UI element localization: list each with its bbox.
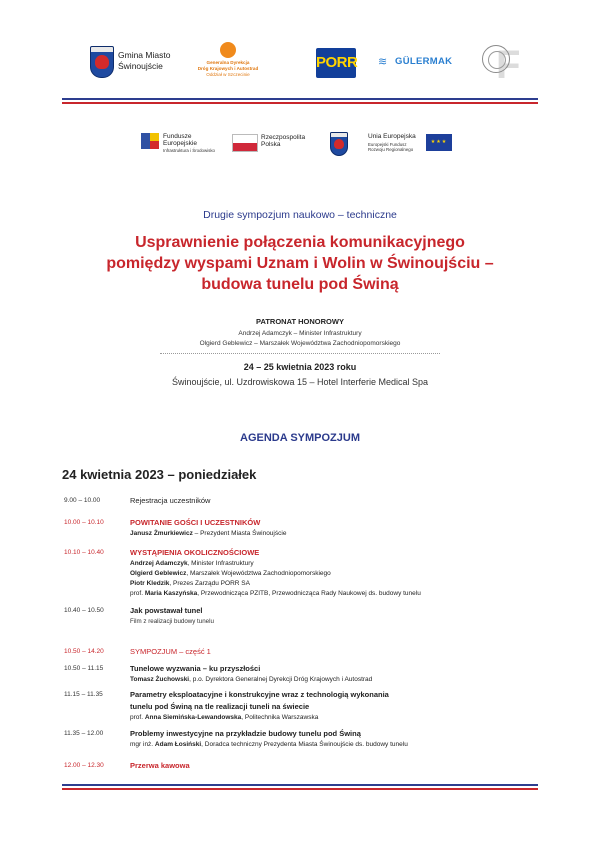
speaker-title: prof. [130, 590, 145, 597]
agenda-title: Problemy inwestycyjne na przykładzie budowy tunelu pod Świną [130, 729, 361, 738]
event-dates: 24 – 25 kwietnia 2023 roku [243, 362, 357, 372]
agenda-speaker [130, 570, 331, 577]
event-title [80, 232, 520, 295]
patronage-heading: PATRONAT HONOROWY [256, 317, 344, 326]
gmina-name-line2: Świnoujście [118, 61, 163, 71]
speaker-name: Anna Siemińska-Lewandowska [144, 714, 242, 721]
speaker-name: Piotr Kledzik [130, 580, 170, 587]
day-heading: 24 kwietnia 2023 – poniedziałek [62, 467, 257, 482]
porr-logo: PORR [316, 48, 356, 78]
swinoujscie-coat-logo [330, 132, 348, 156]
event-venue: Świnoujście, ul. Uzdrowiskowa 15 – Hotel Interferie Medical Spa [171, 377, 429, 387]
gmina-name-line1: Gmina Miasto [118, 50, 171, 60]
agenda-time: 11.35 – 12.00 [64, 730, 104, 737]
gulermak-icon: ≋ [378, 56, 388, 68]
agenda-title: Przerwa kawowa [130, 761, 190, 770]
header-rule-red [62, 102, 538, 104]
speaker-name: Janusz Żmurkiewicz [130, 530, 193, 537]
eu-line2: Europejski Fundusz [368, 142, 407, 147]
fe-flag-icon [141, 133, 159, 149]
patronage-line1: Andrzej Adamczyk – Minister Infrastruktury [238, 330, 362, 337]
agenda-speaker [130, 580, 250, 587]
speaker-name: Olgierd Geblewicz [130, 570, 187, 577]
agenda-speaker [130, 676, 372, 683]
speaker-title: mgr inż. [130, 741, 155, 748]
round-emblem-icon [482, 45, 510, 73]
agenda-title: POWITANIE GOŚCI I UCZESTNIKÓW [130, 518, 261, 527]
agenda-time: 9.00 – 10.00 [64, 497, 101, 504]
speaker-role: , Politechnika Warszawska [241, 714, 319, 721]
event-title-line1: Usprawnienie połączenia komunikacyjnego [135, 234, 465, 251]
agenda-title: Parametry eksploatacyjne i konstrukcyjne wraz z technologią wykonania [130, 690, 389, 699]
gddkia-line1: Generalna Dyrekcja [206, 60, 250, 65]
speaker-role: , Doradca techniczny Prezydenta Miasta Świnoujście ds. budowy tunelu [201, 741, 408, 748]
eu-logo [368, 133, 458, 155]
event-title-line2: pomiędzy wyspami Uznam i Wolin w Świnoujściu – [106, 255, 494, 272]
pl-flag-icon [232, 134, 258, 152]
speaker-role: , Minister Infrastruktury [187, 560, 254, 567]
agenda-time: 11.15 – 11.35 [64, 691, 103, 698]
agenda-title: SYMPOZJUM – część 1 [130, 647, 211, 656]
agenda-note: Film z realizacji budowy tunelu [130, 618, 214, 625]
eu-line3: Rozwoju Regionalnego [368, 147, 414, 152]
agenda-title: Tunelowe wyzwania – ku przyszłości [130, 664, 261, 673]
agenda-speaker [130, 590, 421, 597]
rp-line2: Polska [261, 141, 281, 148]
fe-line3: Infrastruktura i Środowisko [163, 148, 215, 153]
fe-line2: Europejskie [163, 140, 197, 147]
agenda-speaker [130, 741, 408, 748]
agenda-title: Rejestracja uczestników [130, 496, 211, 505]
fe-line1: Fundusze [163, 133, 192, 140]
agenda-time: 10.00 – 10.10 [64, 519, 104, 526]
patronage-line2: Olgierd Geblewicz – Marszałek Województwa Zachodniopomorskiego [199, 340, 401, 347]
f-letter-icon: F [496, 43, 521, 87]
agenda-time: 10.10 – 10.40 [64, 549, 104, 556]
speaker-role: , p.o. Dyrektora Generalnej Dyrekcji Dróg Krajowych i Autostrad [189, 676, 373, 683]
event-subtitle: Drugie sympozjum naukowo – techniczne [203, 209, 397, 221]
footer-rule-blue [62, 784, 538, 786]
divider [160, 353, 440, 354]
agenda-title: Jak powstawał tunel [130, 606, 203, 615]
rp-line1: Rzeczpospolita [261, 134, 306, 141]
eu-flag-icon: ★★★ [426, 134, 452, 151]
speaker-title: prof. [130, 714, 145, 721]
agenda-speaker [130, 714, 318, 721]
eu-line1: Unia Europejska [368, 133, 416, 140]
gddkia-line3: Oddział w Szczecinie [206, 71, 250, 77]
event-title-line3: budowa tunelu pod Świną [201, 276, 399, 293]
speaker-role: – Prezydent Miasta Świnoujście [192, 530, 287, 537]
speaker-name: Tomasz Żuchowski [130, 676, 190, 683]
agenda-title: WYSTĄPIENIA OKOLICZNOŚCIOWE [130, 548, 260, 557]
speaker-name: Andrzej Adamczyk [130, 560, 188, 567]
agenda-time: 10.50 – 14.20 [64, 648, 104, 655]
rp-logo [232, 134, 312, 156]
agenda-speaker [130, 530, 286, 537]
agenda-heading: AGENDA SYMPOZJUM [240, 432, 360, 444]
coat-of-arms-icon [90, 46, 114, 78]
gulermak-name: GÜLERMAK [395, 56, 453, 67]
gddkia-line2: Dróg Krajowych i Autostrad [197, 65, 259, 71]
gulermak-logo [378, 54, 468, 72]
header-rule-blue [62, 98, 538, 100]
gmina-logo [90, 46, 171, 78]
speaker-role: , Prezes Zarządu PORR SA [169, 580, 250, 587]
speaker-name: Maria Kaszyńska [144, 590, 198, 597]
gddkia-icon [220, 42, 236, 58]
agenda-title-cont: tunelu pod Świną na tle realizacji tuneli na świecie [130, 702, 310, 711]
fe-logo [141, 133, 221, 155]
footer-rule-red [62, 788, 538, 790]
round-emblem-logo [482, 45, 522, 85]
agenda-speaker [130, 560, 254, 567]
agenda-time: 10.40 – 10.50 [64, 607, 104, 614]
coat-of-arms-icon-small [330, 132, 348, 156]
agenda-time: 10.50 – 11.15 [64, 665, 104, 672]
speaker-role: , Przewodnicząca PZITB, Przewodnicząca Rady Naukowej ds. budowy tunelu [197, 590, 421, 597]
speaker-name: Adam Łosiński [154, 741, 202, 748]
agenda-time: 12.00 – 12.30 [64, 762, 104, 769]
speaker-role: , Marszałek Województwa Zachodniopomorskiego [186, 570, 331, 577]
